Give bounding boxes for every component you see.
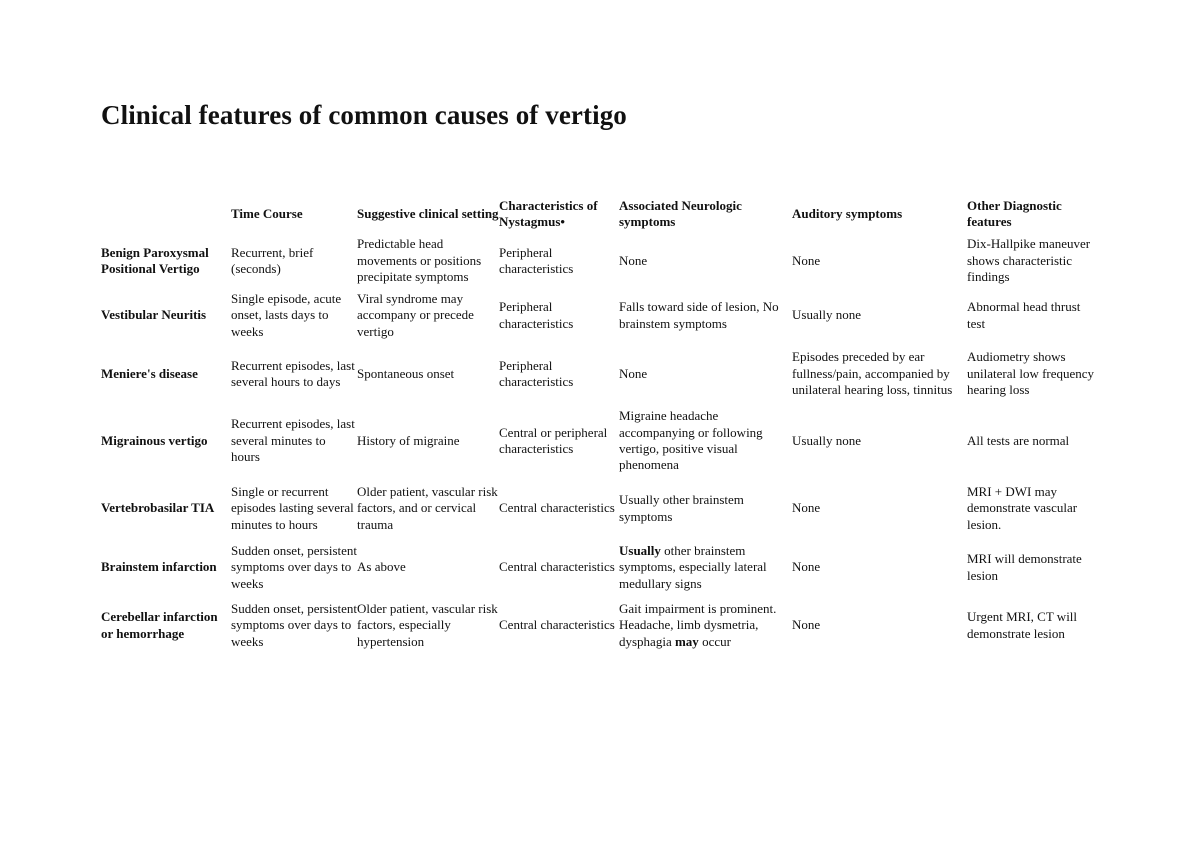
nystagmus-cell: Central characteristics xyxy=(499,617,615,633)
auditory-cell: None xyxy=(792,617,821,633)
page-title: Clinical features of common causes of vertigo xyxy=(101,100,627,130)
neuro-cell: Falls toward side of lesion, No brainstem symptoms xyxy=(619,299,779,331)
table-row xyxy=(101,407,1101,475)
table-row xyxy=(101,593,1101,658)
neuro-cell xyxy=(619,593,792,658)
auditory-cell: None xyxy=(792,559,821,575)
table-row xyxy=(101,475,1101,542)
condition-cell: Cerebellar infarction or hemorrhage xyxy=(101,609,218,641)
auditory-cell: Episodes preceded by ear fullness/pain, accompanied by unilateral hearing loss, tinnitus xyxy=(792,349,953,398)
time-course-cell: Sudden onset, persistent symptoms over days to weeks xyxy=(231,542,358,591)
other-diagnostic-cell: MRI will demonstrate lesion xyxy=(967,551,1082,583)
condition-cell: Meniere's disease xyxy=(101,365,198,381)
nystagmus-cell: Peripheral characteristics xyxy=(499,357,574,389)
table-header-row xyxy=(101,196,1101,232)
other-diagnostic-cell: Urgent MRI, CT will demonstrate lesion xyxy=(967,609,1078,641)
neuro-emphasis: Usually xyxy=(619,542,661,558)
header-auditory-symptoms: Auditory symptoms xyxy=(792,205,903,221)
vertigo-features-table-wrapper xyxy=(101,196,1101,658)
neuro-text: other brainstem symptoms, especially lateral medullary signs xyxy=(619,542,767,591)
auditory-cell: Usually none xyxy=(792,307,861,323)
condition-cell: Migrainous vertigo xyxy=(101,432,208,448)
setting-cell: Predictable head movements or positions precipitate symptoms xyxy=(357,236,482,285)
nystagmus-cell: Peripheral characteristics xyxy=(499,299,574,331)
setting-cell: History of migraine xyxy=(357,432,460,448)
header-empty xyxy=(101,196,231,232)
table-row xyxy=(101,542,1101,593)
condition-cell: Vestibular Neuritis xyxy=(101,307,207,323)
neuro-cell xyxy=(619,542,792,593)
header-clinical-setting: Suggestive clinical setting xyxy=(357,205,499,221)
other-diagnostic-cell: MRI + DWI may demonstrate vascular lesion. xyxy=(967,483,1078,532)
time-course-cell: Recurrent, brief (seconds) xyxy=(231,244,314,276)
header-neurologic-symptoms: Associated Neurologic symptoms xyxy=(619,197,742,229)
setting-cell: Spontaneous onset xyxy=(357,365,455,381)
header-nystagmus: Characteristics of Nystagmus• xyxy=(499,197,598,229)
table-row xyxy=(101,341,1101,407)
auditory-cell: None xyxy=(792,252,821,268)
neuro-emphasis: may xyxy=(674,633,699,649)
header-other-diagnostic: Other Diagnostic features xyxy=(967,197,1062,229)
nystagmus-cell: Central characteristics xyxy=(499,500,615,516)
setting-cell: Viral syndrome may accompany or precede vertigo xyxy=(357,290,474,339)
setting-cell: Older patient, vascular risk factors, especially hypertension xyxy=(357,600,498,649)
setting-cell: Older patient, vascular risk factors, and or cervical trauma xyxy=(357,483,498,532)
other-diagnostic-cell: All tests are normal xyxy=(967,432,1070,448)
nystagmus-cell: Central characteristics xyxy=(499,559,615,575)
auditory-cell: Usually none xyxy=(792,432,861,448)
condition-cell: Vertebrobasilar TIA xyxy=(101,500,215,516)
auditory-cell: None xyxy=(792,500,821,516)
neuro-cell: Usually other brainstem symptoms xyxy=(619,492,744,524)
neuro-text: Gait impairment is prominent. Headache, limb dysmetria, dysphagia xyxy=(619,600,777,649)
header-time-course: Time Course xyxy=(231,205,303,221)
nystagmus-cell: Central or peripheral characteristics xyxy=(499,424,608,456)
condition-cell: Brainstem infarction xyxy=(101,559,217,575)
neuro-cell: None xyxy=(619,252,648,268)
time-course-cell: Recurrent episodes, last several hours to days xyxy=(231,357,355,389)
time-course-cell: Single episode, acute onset, lasts days to weeks xyxy=(231,290,342,339)
other-diagnostic-cell: Audiometry shows unilateral low frequency hearing loss xyxy=(967,349,1095,398)
time-course-cell: Single or recurrent episodes lasting several minutes to hours xyxy=(231,483,354,532)
neuro-cell: None xyxy=(619,365,648,381)
setting-cell: As above xyxy=(357,559,406,575)
nystagmus-cell: Peripheral characteristics xyxy=(499,244,574,276)
other-diagnostic-cell: Abnormal head thrust test xyxy=(967,299,1081,331)
time-course-cell: Recurrent episodes, last several minutes to hours xyxy=(231,416,355,465)
neuro-cell: Migraine headache accompanying or following vertigo, positive visual phenomena xyxy=(619,408,763,473)
vertigo-features-table xyxy=(101,196,1101,658)
neuro-text-end: occur xyxy=(698,633,731,649)
other-diagnostic-cell: Dix-Hallpike maneuver shows characteristic findings xyxy=(967,236,1091,285)
time-course-cell: Sudden onset, persistent symptoms over days to weeks xyxy=(231,600,358,649)
condition-cell: Benign Paroxysmal Positional Vertigo xyxy=(101,244,209,276)
table-row xyxy=(101,232,1101,290)
table-row xyxy=(101,290,1101,341)
